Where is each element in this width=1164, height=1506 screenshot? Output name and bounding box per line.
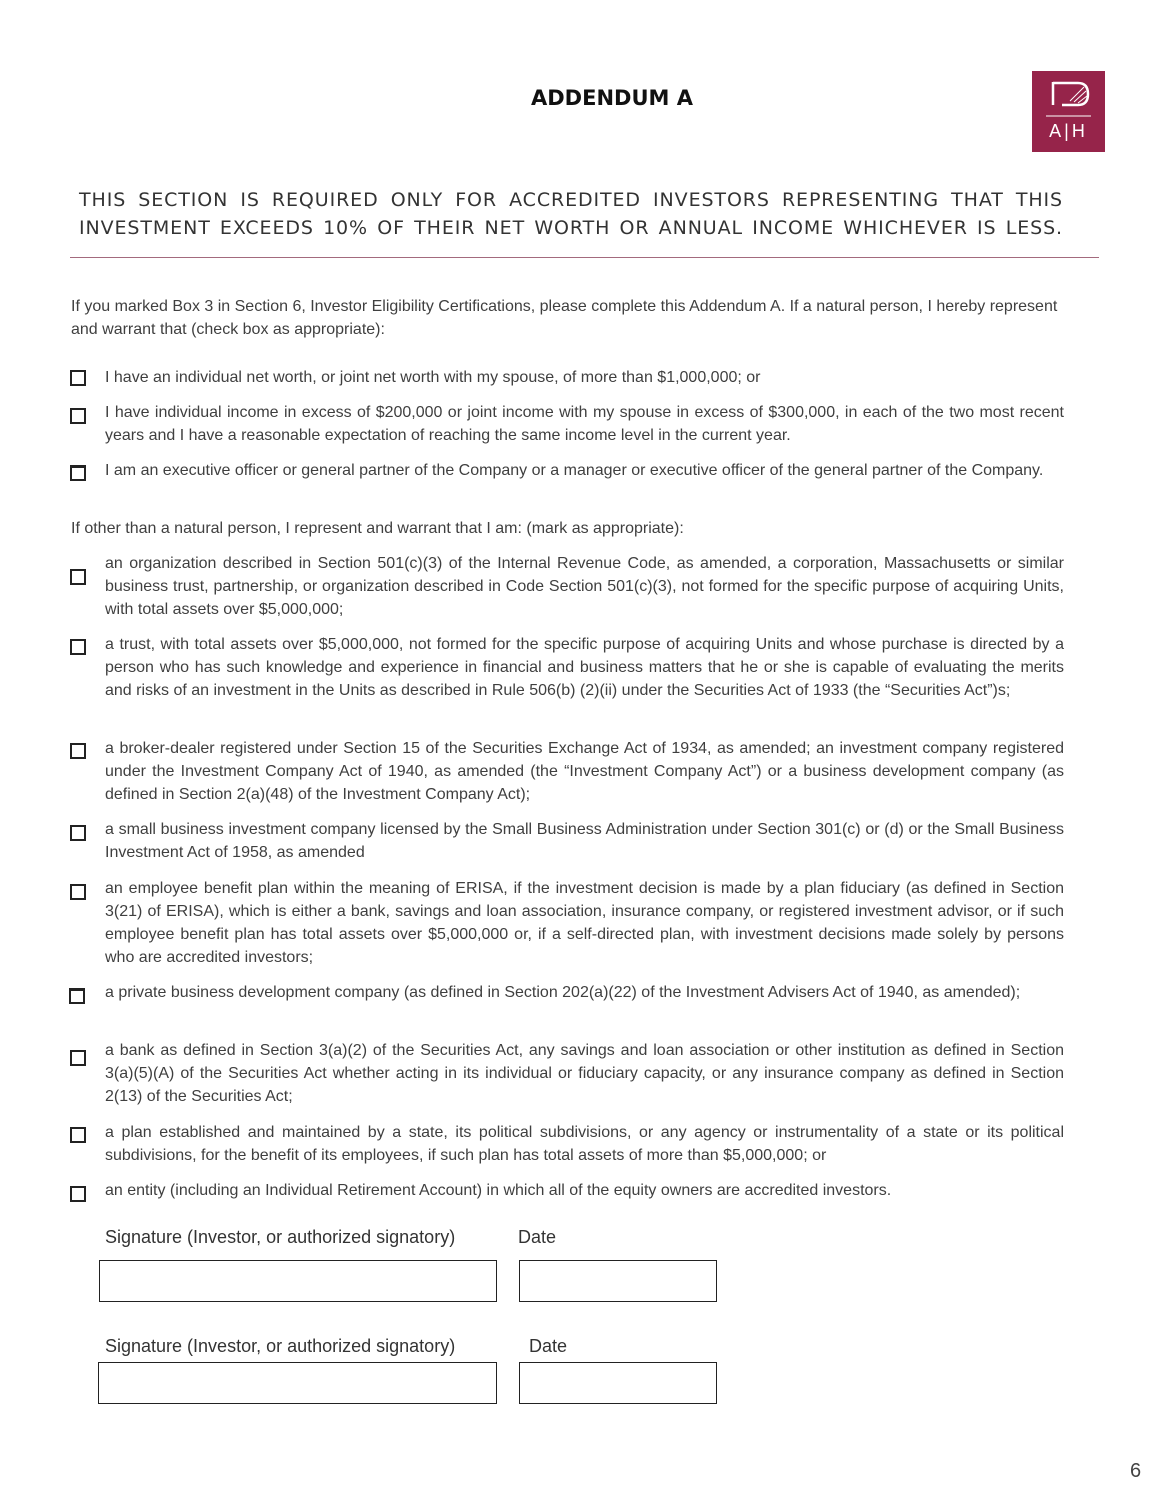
signature-label-1: Signature (Investor, or authorized signatory) (105, 1227, 456, 1247)
date-label-2: Date (529, 1336, 568, 1356)
banner-line-1: THIS SECTION IS REQUIRED ONLY FOR ACCREDITED INVESTORS REPRESENTING THAT THIS (79, 189, 1063, 211)
checkbox-501c3-organization[interactable] (70, 569, 86, 585)
checkbox-trust[interactable] (70, 639, 86, 655)
item-entity-accredited-owners: an entity (including an Individual Retirement Account) in which all of the equity owners are accredited investors. (105, 1182, 892, 1199)
item-bank: a bank as defined in Section 3(a)(2) of the Securities Act, any savings and loan association or other institution as defined in Section 3(a)(5)(A) of the Securities Act whether acting in its individual or fiduciary capacity, or any insurance company as defined in Section 2(13) of the Securities Act; (105, 1042, 1064, 1105)
checkbox-net-worth[interactable] (70, 370, 86, 386)
date-field-2[interactable] (519, 1362, 717, 1404)
item-executive-officer: I am an executive officer or general partner of the Company or a manager or executive officer of the general partner of the Company. (105, 462, 1044, 479)
checkbox-employee-benefit-plan[interactable] (70, 884, 86, 900)
date-field-1[interactable] (519, 1260, 717, 1302)
checkbox-small-business-investment[interactable] (70, 825, 86, 841)
item-state-plan: a plan established and maintained by a state, its political subdivisions, or any agency or instrumentality of a state or its political subdivisions, for the benefit of its employees, if such plan has total assets of more than $5,000,000; or (105, 1124, 1064, 1164)
checkbox-private-bdc[interactable] (69, 988, 85, 1004)
checkbox-bank[interactable] (70, 1050, 86, 1066)
requirement-banner (79, 186, 1063, 242)
checkbox-entity-accredited-owners[interactable] (70, 1186, 86, 1202)
page-number: 6 (1130, 1460, 1142, 1482)
signature-field-1[interactable] (99, 1260, 497, 1302)
checkbox-executive-officer[interactable] (70, 465, 86, 481)
checkbox-state-plan[interactable] (70, 1127, 86, 1143)
checkbox-broker-dealer[interactable] (70, 743, 86, 759)
item-broker-dealer: a broker-dealer registered under Section 15 of the Securities Exchange Act of 1934, as amended; an investment company registered under the Investment Company Act of 1940, as amended (the “Investment Company Act”) or a business development company (as defined in Section 2(a)(48) of the Investment Company Act); (105, 740, 1064, 803)
signature-label-2: Signature (Investor, or authorized signatory) (105, 1336, 456, 1356)
item-income: I have individual income in excess of $200,000 or joint income with my spouse in excess of $300,000, in each of the two most recent years and I have a reasonable expectation of reaching the same income level in the current year. (105, 404, 1064, 444)
signature-field-2[interactable] (98, 1362, 497, 1404)
item-private-bdc: a private business development company (as defined in Section 202(a)(22) of the Investment Advisers Act of 1940, as amended); (105, 984, 1021, 1001)
header-divider (70, 257, 1099, 258)
item-net-worth: I have an individual net worth, or joint net worth with my spouse, of more than $1,000,000; or (105, 369, 761, 386)
item-501c3-organization: an organization described in Section 501(c)(3) of the Internal Revenue Code, as amended, a corporation, Massachusetts or similar business trust, partnership, or organization described in Code Section 501(c)(3), not formed for the specific purpose of acquiring Units, with total assets over $5,000,000; (105, 555, 1064, 618)
item-small-business-investment: a small business investment company licensed by the Small Business Administration under Section 301(c) or (d) or the Small Business Investment Act of 1958, as amended (105, 821, 1064, 861)
page-title: ADDENDUM A (531, 86, 693, 110)
date-label-1: Date (518, 1227, 557, 1247)
intro-paragraph: If you marked Box 3 in Section 6, Investor Eligibility Certifications, please complete this Addendum A. If a natural person, I hereby represent and warrant that (check box as appropriate): (71, 298, 1058, 338)
banner-line-2: INVESTMENT EXCEEDS 10% OF THEIR NET WORTH OR ANNUAL INCOME WHICHEVER IS LESS. (79, 217, 1063, 239)
item-employee-benefit-plan: an employee benefit plan within the meaning of ERISA, if the investment decision is made by a plan fiduciary (as defined in Section 3(21) of ERISA), which is either a bank, savings and loan association, insurance company, or registered investment advisor, or if such employee benefit plan has total assets over $5,000,000 or, if a self-directed plan, with investment decisions made solely by persons who are accredited investors; (105, 880, 1064, 966)
checkbox-income[interactable] (70, 408, 86, 424)
company-logo (1032, 71, 1105, 152)
item-trust: a trust, with total assets over $5,000,000, not formed for the specific purpose of acquiring Units and whose purchase is directed by a person who has such knowledge and experience in financial and business matters that he or she is capable of evaluating the merits and risks of an investment in the Units as described in Rule 506(b) (2)(ii) under the Securities Act of 1933 (the “Securities Act”)s; (105, 636, 1064, 699)
entity-intro: If other than a natural person, I represent and warrant that I am: (mark as appropriate): (71, 520, 684, 537)
logo-text: A|H (1049, 121, 1088, 141)
